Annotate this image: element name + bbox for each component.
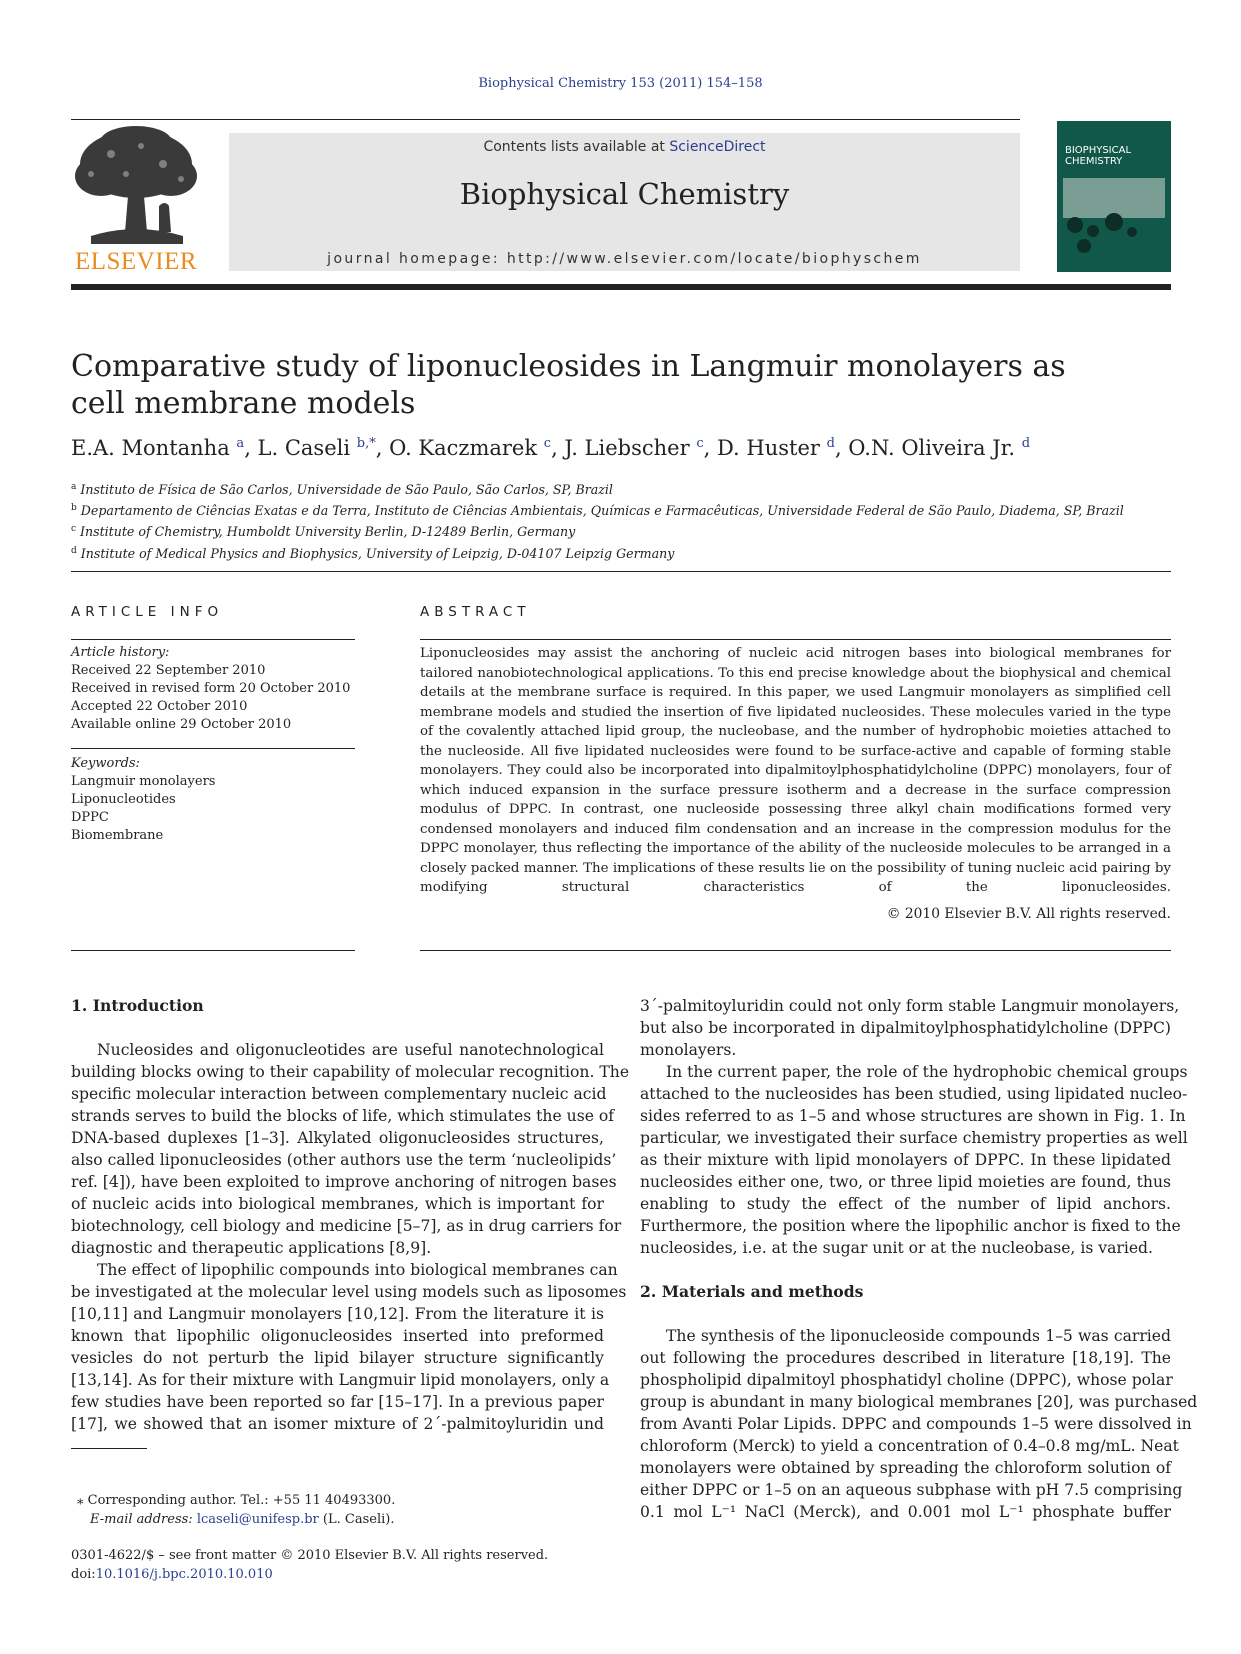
text-line: attached to the nucleosides has been studied, using lipidated nucleo- (640, 1085, 1188, 1103)
issn-line: 0301-4622/$ – see front matter © 2010 Elsevier B.V. All rights reserved. (71, 1548, 549, 1563)
text-line: building blocks owing to their capability of molecular recognition. The (71, 1063, 630, 1081)
affiliation (71, 499, 1171, 520)
keyword: Biomembrane (71, 828, 164, 843)
affiliation-mark: d (71, 545, 77, 556)
introduction-text-continued (640, 995, 1188, 1259)
affiliations (71, 478, 1171, 563)
journal-title: Biophysical Chemistry (459, 177, 790, 211)
header-thick-rule (71, 284, 1171, 290)
tree-icon (71, 124, 201, 249)
text-line: [17], we showed that an isomer mixture of 2´-palmitoyluridin und (71, 1415, 604, 1433)
email-suffix: (L. Caseli). (322, 1512, 395, 1527)
affiliation-text: Institute of Medical Physics and Biophysics, University of Leipzig, D-04107 Leipzig Germany (80, 545, 675, 561)
keyword: Langmuir monolayers (71, 774, 216, 789)
text-line: from Avanti Polar Lipids. DPPC and compounds 1–5 were dissolved in (640, 1415, 1192, 1433)
footnote-rule (71, 1448, 147, 1449)
text-line: [13,14]. As for their mixture with Langmuir lipid monolayers, only a (71, 1371, 610, 1389)
journal-homepage[interactable]: journal homepage: http://www.elsevier.com/locate/biophyschem (327, 251, 922, 267)
abstract-rule (420, 639, 1171, 640)
sciencedirect-link[interactable]: ScienceDirect (669, 139, 766, 155)
affiliation-text: Instituto de Física de São Carlos, Universidade de São Paulo, São Carlos, SP, Brazil (80, 482, 613, 498)
text-line: phospholipid dipalmitoyl phosphatidyl choline (DPPC), whose polar (640, 1371, 1173, 1389)
text-line: Furthermore, the position where the lipophilic anchor is fixed to the (640, 1217, 1181, 1235)
cover-title: BIOPHYSICAL CHEMISTRY (1065, 145, 1132, 167)
author-name[interactable]: L. Caseli (257, 436, 351, 460)
text-line: particular, we investigated their surface chemistry properties as well (640, 1129, 1188, 1147)
author-affiliation-mark[interactable]: a (236, 436, 245, 451)
cover-sphere (1067, 217, 1083, 233)
text-line: diagnostic and therapeutic applications [8,9]. (71, 1239, 432, 1257)
text-line: strands serves to build the blocks of life, which stimulates the use of (71, 1107, 615, 1125)
author-name[interactable]: D. Huster (716, 436, 820, 460)
section-rule (71, 571, 1171, 572)
author-affiliation-mark[interactable]: d (1021, 436, 1031, 451)
author-name[interactable]: E.A. Montanha (71, 436, 230, 460)
info-rule (71, 950, 355, 951)
corresponding-author-footnote (77, 1491, 597, 1529)
text-line: biotechnology, cell biology and medicine [5–7], as in drug carriers for (71, 1217, 622, 1235)
cover-sphere (1105, 213, 1123, 231)
text-line: chloroform (Merck) to yield a concentration of 0.4–0.8 mg/mL. Neat (640, 1437, 1179, 1455)
keyword: Liponucleotides (71, 792, 176, 807)
text-line: as their mixture with lipid monolayers of DPPC. In these lipidated (640, 1151, 1171, 1169)
affiliation-mark: c (71, 524, 77, 535)
text-line: monolayers. (640, 1041, 737, 1059)
author-affiliation-mark[interactable]: c (696, 436, 704, 451)
text-line: also called liponucleosides (other authors use the term ‘nucleolipids’ (71, 1151, 617, 1169)
affiliation-mark: a (71, 482, 77, 492)
article-info-heading: ARTICLE INFO (71, 604, 224, 620)
text-line: DNA-based duplexes [1–3]. Alkylated oligonucleosides structures, (71, 1129, 604, 1147)
cover-sphere (1077, 239, 1091, 253)
text-line: In the current paper, the role of the hydrophobic chemical groups (666, 1063, 1188, 1081)
info-rule (71, 639, 355, 640)
history-label: Article history: (71, 645, 170, 660)
text-line: vesicles do not perturb the lipid bilayer structure significantly (71, 1349, 604, 1367)
article-title: Comparative study of liponucleosides in Langmuir monolayers as cell membrane models (71, 349, 1066, 421)
top-rule (71, 119, 1020, 120)
history-item: Accepted 22 October 2010 (71, 699, 248, 714)
abstract-heading: ABSTRACT (420, 604, 531, 620)
text-line: out following the procedures described in literature [18,19]. The (640, 1349, 1171, 1367)
text-line: known that lipophilic oligonucleosides inserted into preformed (71, 1327, 604, 1345)
author-name[interactable]: O. Kaczmarek (389, 436, 538, 460)
text-line: be investigated at the molecular level using models such as liposomes (71, 1283, 627, 1301)
cover-sphere (1127, 227, 1137, 237)
abstract-rule (420, 950, 1171, 951)
text-line: group is abundant in many biological membranes [20], was purchased (640, 1393, 1198, 1411)
author-name[interactable]: J. Liebscher (564, 436, 690, 460)
text-line: 3´-palmitoyluridin could not only form stable Langmuir monolayers, (640, 997, 1180, 1015)
text-line: specific molecular interaction between complementary nucleic acid (71, 1085, 607, 1103)
section-heading-methods: 2. Materials and methods (640, 1282, 864, 1301)
text-line: Nucleosides and oligonucleotides are useful nanotechnological (97, 1041, 604, 1059)
text-line: The synthesis of the liponucleoside compounds 1–5 was carried (666, 1327, 1171, 1345)
affiliation (71, 520, 1171, 541)
email-label: E-mail address: (90, 1512, 193, 1527)
text-line: few studies have been reported so far [15–17]. In a previous paper (71, 1393, 604, 1411)
history-item: Received 22 September 2010 (71, 663, 266, 678)
abstract-copyright: © 2010 Elsevier B.V. All rights reserved. (886, 906, 1171, 922)
text-line: [10,11] and Langmuir monolayers [10,12]. From the literature it is (71, 1305, 604, 1323)
methods-text (640, 1325, 1198, 1523)
author-affiliation-mark[interactable]: d (826, 436, 835, 451)
body-column-left (71, 995, 630, 1435)
text-line: nucleosides either one, two, or three lipid moieties are found, thus (640, 1173, 1171, 1191)
article-history (71, 644, 355, 734)
text-line: 0.1 mol L⁻¹ NaCl (Merck), and 0.001 mol L⁻¹ phosphate buffer (640, 1503, 1171, 1521)
text-line: monolayers were obtained by spreading the chloroform solution of (640, 1459, 1171, 1477)
affiliation-mark: b (71, 503, 77, 514)
history-item: Received in revised form 20 October 2010 (71, 681, 351, 696)
journal-reference[interactable]: Biophysical Chemistry 153 (2011) 154–158 (478, 76, 763, 91)
keywords (71, 755, 355, 845)
text-line: sides referred to as 1–5 and whose structures are shown in Fig. 1. In (640, 1107, 1186, 1125)
text-line: The effect of lipophilic compounds into biological membranes can (97, 1261, 618, 1279)
email-link[interactable]: lcaseli@unifesp.br (196, 1512, 319, 1527)
doi-link[interactable]: 10.1016/j.bpc.2010.10.010 (95, 1567, 273, 1582)
contents-line (229, 139, 1020, 155)
cover-sphere (1087, 225, 1099, 237)
front-matter (71, 1546, 671, 1584)
info-rule (71, 748, 355, 749)
affiliation-text: Institute of Chemistry, Humboldt University Berlin, D-12489 Berlin, Germany (80, 524, 576, 540)
text-line: but also be incorporated in dipalmitoylphosphatidylcholine (DPPC) (640, 1019, 1171, 1037)
doi-line (71, 1565, 671, 1584)
doi-label: doi: (71, 1567, 96, 1582)
text-line: nucleosides, i.e. at the sugar unit or at the nucleobase, is varied. (640, 1239, 1153, 1257)
author-name[interactable]: O.N. Oliveira Jr. (848, 436, 1016, 460)
text-line: enabling to study the effect of the number of lipid anchors. (640, 1195, 1171, 1213)
affiliation-text: Departamento de Ciências Exatas e da Terra, Instituto de Ciências Ambientais, Químicas e Farmacêuticas, Universidade Federal de São Paulo, Diadema, SP, Brazil (80, 503, 1124, 519)
contents-prefix: Contents lists available at (483, 139, 670, 155)
text-line: either DPPC or 1–5 on an aqueous subphase with pH 7.5 comprising (640, 1481, 1183, 1499)
history-item: Available online 29 October 2010 (71, 717, 292, 732)
text-line: of nucleic acids into biological membranes, which is important for (71, 1195, 604, 1213)
author-list: E.A. Montanha $^a$, L. Caseli $^{b,*}$, O. Kaczmarek $^c$, J. Liebscher $^c$, D. Huster $^d$, O.N. Oliveira Jr. $^d$ (71, 436, 1031, 460)
corresponding-author: ⁎ Corresponding author. Tel.: +55 11 40493300. (77, 1493, 396, 1508)
keywords-label: Keywords: (71, 756, 140, 771)
abstract-text: Liponucleosides may assist the anchoring of nucleic acid nitrogen bases into biological membranes for tailored nanobiotechnological applications. To this end precise knowledge about the biophysical and chemical details at the membrane surface is required. In this paper, we used Langmuir monolayers as simplified cell membrane models and studied the insertion of five lipidated nucleosides. These molecules varied in the type of the covalently attached lipid group, the nucleobase, and the number of hydrophobic moieties attached to the nucleoside. All five lipidated nucleosides were found to be surface-active and capable of forming stable monolayers. They could also be incorporated into dipalmitoylphosphatidylcholine (DPPC) monolayers, four of which induced expansion in the surface pressure isotherm and a decrease in the surface compression modulus of DPPC. In contrast, one nucleoside possessing three alkyl chain modifications formed very condensed monolayers and induced film condensation and an increase in the compression modulus for the DPPC monolayer, thus reflecting the importance of the ability of the nucleoside molecules to be arranged in a closely packed manner. The implications of these results lie on the possibility of tuning nucleic acid pairing by modifying structural characteristics of the liponucleosides. (420, 646, 1171, 895)
email-line (77, 1510, 597, 1529)
affiliation (71, 542, 1171, 563)
author-affiliation-mark[interactable]: c (543, 436, 552, 451)
keyword: DPPC (71, 810, 109, 825)
cover-band (1063, 178, 1165, 218)
section-heading-introduction: 1. Introduction (71, 996, 204, 1015)
journal-cover-thumbnail (1057, 121, 1171, 272)
journal-header (229, 133, 1020, 271)
text-line: ref. [4]), have been exploited to improve anchoring of nitrogen bases (71, 1173, 617, 1191)
affiliation (71, 478, 1171, 499)
author-affiliation-mark[interactable]: b,* (356, 436, 376, 451)
introduction-text (71, 1039, 630, 1435)
body-column-right (640, 995, 1198, 1523)
elsevier-wordmark: ELSEVIER (74, 248, 198, 275)
